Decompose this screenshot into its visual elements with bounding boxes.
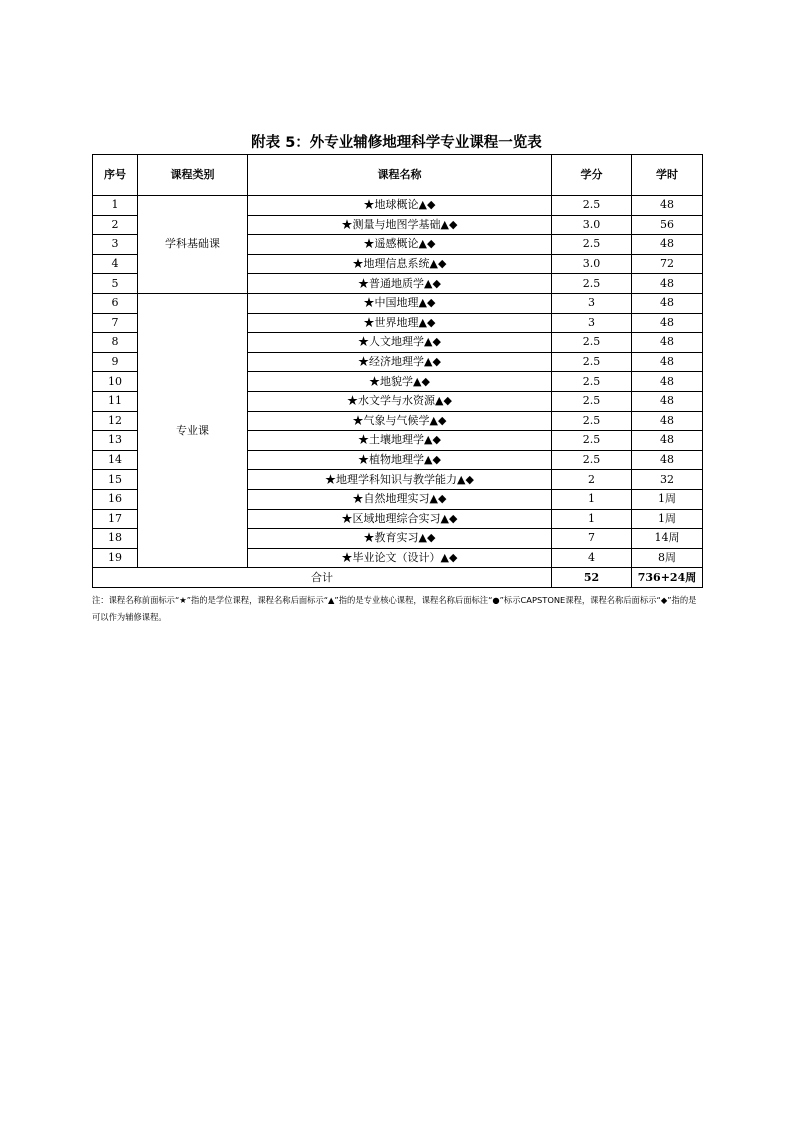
row-credit: 2.5 xyxy=(552,333,632,353)
header-no: 序号 xyxy=(93,155,138,196)
row-hours: 1周 xyxy=(632,489,703,509)
row-hours: 48 xyxy=(632,333,703,353)
row-no: 5 xyxy=(93,274,138,294)
header-name: 课程名称 xyxy=(248,155,552,196)
total-row xyxy=(93,568,703,588)
row-no: 4 xyxy=(93,254,138,274)
table-row xyxy=(93,293,703,313)
row-no: 1 xyxy=(93,196,138,216)
row-no: 15 xyxy=(93,470,138,490)
table-row xyxy=(93,196,703,216)
row-credit: 2.5 xyxy=(552,235,632,255)
row-credit: 1 xyxy=(552,489,632,509)
row-hours: 14周 xyxy=(632,529,703,549)
row-course-name: ★测量与地图学基础▲◆ xyxy=(248,215,552,235)
total-label: 合计 xyxy=(93,568,552,588)
row-hours: 48 xyxy=(632,196,703,216)
header-hours: 学时 xyxy=(632,155,703,196)
row-credit: 3 xyxy=(552,313,632,333)
total-hours: 736+24周 xyxy=(632,568,703,588)
row-no: 11 xyxy=(93,391,138,411)
row-course-name: ★水文学与水资源▲◆ xyxy=(248,391,552,411)
row-credit: 2.5 xyxy=(552,196,632,216)
row-no: 18 xyxy=(93,529,138,549)
table-body xyxy=(93,196,703,568)
row-hours: 48 xyxy=(632,411,703,431)
row-credit: 2.5 xyxy=(552,450,632,470)
row-no: 17 xyxy=(93,509,138,529)
row-credit: 7 xyxy=(552,529,632,549)
row-no: 10 xyxy=(93,372,138,392)
row-course-name: ★教育实习▲◆ xyxy=(248,529,552,549)
row-credit: 2.5 xyxy=(552,352,632,372)
row-no: 7 xyxy=(93,313,138,333)
row-hours: 48 xyxy=(632,431,703,451)
row-course-name: ★土壤地理学▲◆ xyxy=(248,431,552,451)
row-credit: 1 xyxy=(552,509,632,529)
course-table xyxy=(92,154,703,588)
row-hours: 8周 xyxy=(632,548,703,568)
row-course-name: ★地理信息系统▲◆ xyxy=(248,254,552,274)
row-credit: 2.5 xyxy=(552,372,632,392)
row-no: 3 xyxy=(93,235,138,255)
row-hours: 48 xyxy=(632,352,703,372)
category-basic: 学科基础课 xyxy=(138,196,248,294)
row-no: 12 xyxy=(93,411,138,431)
row-course-name: ★植物地理学▲◆ xyxy=(248,450,552,470)
row-course-name: ★地理学科知识与教学能力▲◆ xyxy=(248,470,552,490)
row-hours: 48 xyxy=(632,313,703,333)
row-course-name: ★中国地理▲◆ xyxy=(248,293,552,313)
row-hours: 48 xyxy=(632,391,703,411)
row-no: 19 xyxy=(93,548,138,568)
row-credit: 2.5 xyxy=(552,391,632,411)
row-course-name: ★地貌学▲◆ xyxy=(248,372,552,392)
row-course-name: ★普通地质学▲◆ xyxy=(248,274,552,294)
row-hours: 32 xyxy=(632,470,703,490)
row-credit: 3.0 xyxy=(552,254,632,274)
row-hours: 48 xyxy=(632,450,703,470)
row-course-name: ★经济地理学▲◆ xyxy=(248,352,552,372)
row-course-name: ★遥感概论▲◆ xyxy=(248,235,552,255)
row-no: 8 xyxy=(93,333,138,353)
table-header-row xyxy=(93,155,703,196)
row-hours: 48 xyxy=(632,372,703,392)
total-credit: 52 xyxy=(552,568,632,588)
row-no: 13 xyxy=(93,431,138,451)
footnote: 注：课程名称前面标示“★”指的是学位课程，课程名称后面标示“▲”指的是专业核心课程，课程名称后面标注“●”标示CAPSTONE课程，课程名称后面标示“◆”指的是可以作为辅修课程。 xyxy=(92,595,697,622)
row-hours: 72 xyxy=(632,254,703,274)
category-major: 专业课 xyxy=(138,293,248,567)
row-hours: 48 xyxy=(632,235,703,255)
row-credit: 3 xyxy=(552,293,632,313)
header-category: 课程类别 xyxy=(138,155,248,196)
row-no: 9 xyxy=(93,352,138,372)
row-hours: 48 xyxy=(632,293,703,313)
row-hours: 56 xyxy=(632,215,703,235)
row-course-name: ★地球概论▲◆ xyxy=(248,196,552,216)
row-credit: 2 xyxy=(552,470,632,490)
row-hours: 1周 xyxy=(632,509,703,529)
row-no: 16 xyxy=(93,489,138,509)
row-no: 2 xyxy=(93,215,138,235)
row-credit: 2.5 xyxy=(552,431,632,451)
header-credit: 学分 xyxy=(552,155,632,196)
row-credit: 3.0 xyxy=(552,215,632,235)
row-no: 6 xyxy=(93,293,138,313)
row-course-name: ★人文地理学▲◆ xyxy=(248,333,552,353)
row-hours: 48 xyxy=(632,274,703,294)
row-course-name: ★自然地理实习▲◆ xyxy=(248,489,552,509)
page-title: 附表 5：外专业辅修地理科学专业课程一览表 xyxy=(251,135,542,151)
row-credit: 2.5 xyxy=(552,274,632,294)
row-course-name: ★区域地理综合实习▲◆ xyxy=(248,509,552,529)
row-no: 14 xyxy=(93,450,138,470)
row-course-name: ★气象与气候学▲◆ xyxy=(248,411,552,431)
row-credit: 2.5 xyxy=(552,411,632,431)
row-course-name: ★毕业论文（设计）▲◆ xyxy=(248,548,552,568)
row-credit: 4 xyxy=(552,548,632,568)
row-course-name: ★世界地理▲◆ xyxy=(248,313,552,333)
